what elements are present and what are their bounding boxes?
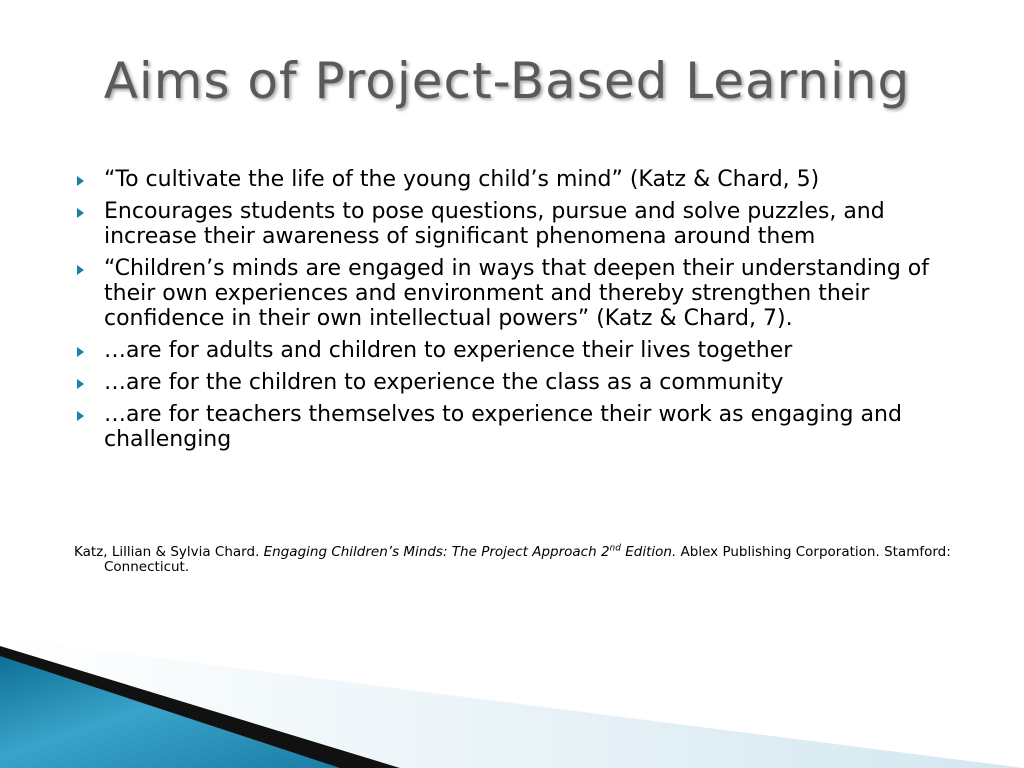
bullet-text: …are for adults and children to experience their lives together [104,338,793,363]
citation-edition-word: Edition. [620,544,677,560]
bullet-text: “Children’s minds are engaged in ways that deepen their understanding of their own experiences and environment and thereby strengthen their confidence in their own intellectual powers” (Katz & Chard, 7). [104,256,929,331]
citation-book-title: Engaging Children’s Minds: The Project Approach 2 [263,544,610,560]
bullet-item [74,338,954,363]
bullet-text: Encourages students to pose questions, pursue and solve puzzles, and increase their awareness of significant phenomena around them [104,199,885,249]
triangle-bullet-icon [77,208,84,218]
bullet-item [74,199,954,249]
triangle-bullet-icon [77,176,84,186]
triangle-bullet-icon [77,265,84,275]
citation [74,545,964,575]
triangle-bullet-icon [77,379,84,389]
bullet-text: …are for the children to experience the class as a community [104,370,784,395]
bullet-text: “To cultivate the life of the young child’s mind” (Katz & Chard, 5) [104,167,820,192]
bullet-text: …are for teachers themselves to experience their work as engaging and challenging [104,402,902,452]
triangle-bullet-icon [77,347,84,357]
bullet-item [74,167,954,192]
bullet-item [74,370,954,395]
bullet-item [74,256,954,331]
triangle-bullet-icon [77,411,84,421]
decorative-wave-graphic [0,638,1024,768]
slide-title: Aims of Project-Based Learning [103,52,911,110]
bullet-list [74,167,954,459]
citation-publisher: Ablex Publishing Corporation. Stamford: Connecticut. [104,544,951,575]
citation-edition-sup: nd [609,543,621,554]
bullet-item [74,402,954,452]
citation-authors: Katz, Lillian & Sylvia Chard. [74,544,260,560]
